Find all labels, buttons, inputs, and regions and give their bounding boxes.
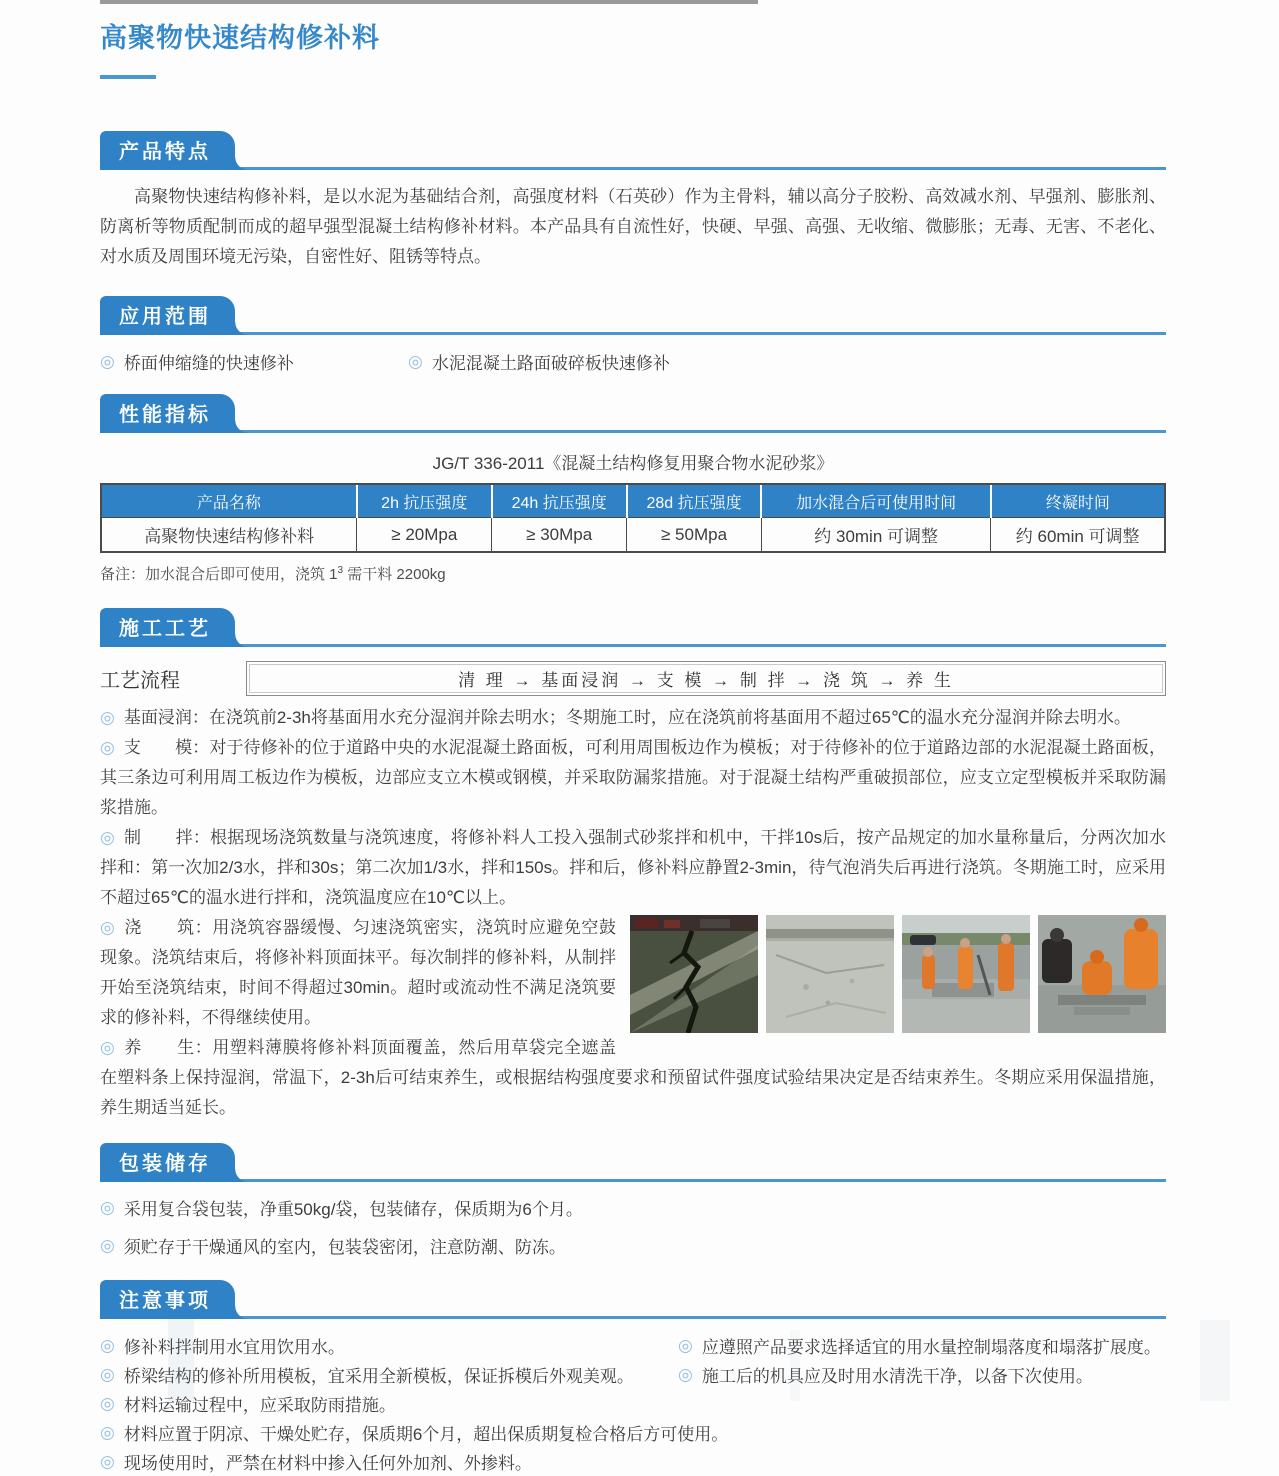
section-tab-process: 施工工艺	[100, 608, 235, 647]
notice-list	[100, 1331, 1166, 1476]
process-step	[100, 913, 1166, 1033]
notice-item-label: 现场使用时，严禁在材料中掺入任何外加剂、外掺料。	[123, 1454, 532, 1473]
ring-bullet-icon: ◎	[100, 1422, 115, 1442]
step-term: 浇 筑：	[124, 918, 213, 937]
ring-bullet-icon: ◎	[100, 1335, 115, 1355]
notice-item	[100, 1447, 1166, 1476]
notice-item	[100, 1418, 1166, 1447]
section-header-performance	[100, 396, 1166, 433]
application-item	[408, 349, 670, 374]
application-item-label: 水泥混凝土路面破碎板快速修补	[431, 354, 670, 373]
notice-item-label: 材料运输过程中，应采取防雨措施。	[123, 1396, 396, 1415]
process-steps	[100, 703, 1166, 1123]
table-cell: ≥ 20Mpa	[357, 518, 492, 552]
table-note-text: 备注：加水混合后即可使用，浇筑 1	[100, 566, 338, 583]
performance-table	[102, 485, 1164, 551]
packaging-item-label: 采用复合袋包装，净重50kg/袋，包装储存，保质期为6个月。	[123, 1200, 583, 1219]
background-watermark	[1200, 1320, 1230, 1401]
step-term: 基面浸润：	[123, 708, 209, 727]
packaging-item-label: 须贮存于干燥通风的室内，包装袋密闭，注意防潮、防冻。	[123, 1238, 566, 1257]
step-desc: 在浇筑前2-3h将基面用水充分湿润并除去明水；冬期施工时，应在浇筑前将基面用不超过65℃的温水充分湿润并除去明水。	[208, 708, 1131, 727]
table-header-row	[102, 485, 1164, 518]
application-item-label: 桥面伸缩缝的快速修补	[123, 354, 294, 373]
ring-bullet-icon: ◎	[100, 708, 115, 727]
table-cell: 约 60min 可调整	[991, 518, 1164, 552]
table-header-cell: 终凝时间	[991, 485, 1164, 518]
process-flow-label: 工艺流程	[100, 670, 180, 692]
application-item	[100, 349, 408, 374]
section-tab-application: 应用范围	[100, 296, 235, 335]
process-flow-row	[100, 661, 1166, 696]
page-title: 高聚物快速结构修补料	[100, 23, 380, 53]
ring-bullet-icon: ◎	[678, 1364, 693, 1384]
notice-item-label: 施工后的机具应及时用水清洗干净，以备下次使用。	[701, 1367, 1093, 1386]
notice-item-label: 桥梁结构的修补所用模板，宜采用全新模板，保证拆模后外观美观。	[123, 1367, 634, 1386]
process-flow-box: 清 理 → 基面浸润 → 支 模 → 制 拌 → 浇 筑 → 养 生	[246, 661, 1166, 696]
section-header-notice	[100, 1282, 1166, 1319]
table-note	[100, 563, 1166, 584]
table-row	[102, 518, 1164, 552]
table-header-cell: 加水混合后可使用时间	[761, 485, 990, 518]
process-step	[100, 703, 1166, 733]
ring-bullet-icon: ◎	[100, 1451, 115, 1471]
step-term: 制 拌：	[124, 828, 211, 847]
packaging-item	[100, 1233, 1166, 1258]
ring-bullet-icon: ◎	[100, 1393, 115, 1413]
ring-bullet-icon: ◎	[100, 738, 115, 757]
section-header-application	[100, 298, 1166, 335]
application-list	[100, 349, 1166, 374]
process-step	[100, 733, 1166, 823]
section-tab-performance: 性能指标	[100, 394, 235, 433]
construction-photo-strip	[630, 915, 1166, 1033]
section-header-features	[100, 133, 1166, 170]
ring-bullet-icon: ◎	[100, 918, 116, 937]
notice-list-right	[678, 1331, 1166, 1389]
datasheet-content	[100, 0, 1166, 1476]
ring-bullet-icon: ◎	[100, 1364, 115, 1384]
step-desc: 用塑料薄膜将修补料顶面覆盖，然后用草袋完全遮盖在塑料条上保持湿润，常温下，2-3h后可结束养生，或根据结构强度要求和预留试件强度试验结果决定是否结束养生。冬期应采用保温措施，养生期适当延长。	[100, 1038, 1166, 1117]
packaging-item	[100, 1195, 1166, 1220]
table-note-text: 需干料 2200kg	[343, 566, 446, 583]
table-header-cell: 24h 抗压强度	[492, 485, 627, 518]
notice-item	[678, 1360, 1166, 1389]
process-step	[100, 1033, 1166, 1123]
features-paragraph: 高聚物快速结构修补料，是以水泥为基础结合剂，高强度材料（石英砂）作为主骨料，辅以高分子胶粉、高效减水剂、早强剂、膨胀剂、防离析等物质配制而成的超早强型混凝土结构修补材料。本产品具有自流性好，快硬、早强、高强、无收缩、微膨胀；无毒、无害、不老化、对水质及周围环境无污染，自密性好、阻锈等特点。	[100, 187, 1166, 266]
section-header-process	[100, 610, 1166, 647]
section-tab-features: 产品特点	[100, 131, 235, 170]
construction-photo-concrete-surface	[766, 915, 894, 1033]
step-term: 养 生：	[124, 1038, 213, 1057]
step-desc: 用浇筑容器缓慢、匀速浇筑密实，浇筑时应避免空鼓现象。浇筑结束后，将修补料顶面抹平。每次制拌的修补料，从制拌开始至浇筑结束，时间不得超过30min。超时或流动性不满足浇筑要求的修补料，不得继续使用。	[100, 918, 617, 1027]
performance-table-wrapper	[100, 483, 1166, 553]
construction-photo-repair-crew	[902, 915, 1030, 1033]
ring-bullet-icon: ◎	[100, 351, 115, 371]
table-header-cell: 28d 抗压强度	[627, 485, 762, 518]
notice-item-label: 材料应置于阴凉、干燥处贮存，保质期6个月，超出保质期复检合格后方可使用。	[123, 1425, 729, 1444]
table-cell: ≥ 50Mpa	[627, 518, 762, 552]
title-underline	[100, 75, 156, 79]
construction-photo-cracked-pavement	[630, 915, 758, 1033]
ring-bullet-icon: ◎	[100, 1197, 115, 1217]
step-term: 支 模：	[123, 738, 210, 757]
table-cell: 约 30min 可调整	[761, 518, 990, 552]
ring-bullet-icon: ◎	[678, 1335, 693, 1355]
process-step	[100, 823, 1166, 913]
ring-bullet-icon: ◎	[408, 351, 423, 371]
table-header-cell: 产品名称	[102, 485, 357, 518]
standard-reference: JG/T 336-2011《混凝土结构修复用聚合物水泥砂浆》	[432, 454, 834, 473]
notice-item	[100, 1389, 1166, 1418]
table-header-cell: 2h 抗压强度	[357, 485, 492, 518]
ring-bullet-icon: ◎	[100, 828, 116, 847]
section-tab-packaging: 包装储存	[100, 1143, 235, 1182]
table-cell: 高聚物快速结构修补料	[102, 518, 357, 552]
notice-item-label: 应遵照产品要求选择适宜的用水量控制塌落度和塌落扩展度。	[701, 1338, 1161, 1357]
ring-bullet-icon: ◎	[100, 1038, 116, 1057]
notice-item	[678, 1331, 1166, 1360]
note-superscript: 3	[337, 565, 344, 576]
notice-item-label: 修补料拌制用水宜用饮用水。	[123, 1338, 345, 1357]
section-header-packaging	[100, 1145, 1166, 1182]
construction-photo-workers-patching	[1038, 915, 1166, 1033]
step-desc: 对于待修补的位于道路中央的水泥混凝土路面板，可利用周围板边作为模板；对于待修补的位于道路边部的水泥混凝土路面板，其三条边可利用周工板边作为模板，边部应支立木模或钢模，并采取防漏浆措施。对于混凝土结构严重破损部位，应支立定型模板并采取防漏浆措施。	[100, 738, 1167, 817]
section-tab-notice: 注意事项	[100, 1280, 235, 1319]
table-cell: ≥ 30Mpa	[492, 518, 627, 552]
step-desc: 根据现场浇筑数量与浇筑速度，将修补料人工投入强制式砂浆拌和机中，干拌10s后，按产品规定的加水量称量后，分两次加水拌和：第一次加2/3水，拌和30s；第二次加1/3水，拌和150s。拌和后，修补料应静置2-3min，待气泡消失后再进行浇筑。冬期施工时，应采用不超过65℃的温水进行拌和，浇筑温度应在10℃以上。	[100, 828, 1166, 907]
ring-bullet-icon: ◎	[100, 1235, 115, 1255]
